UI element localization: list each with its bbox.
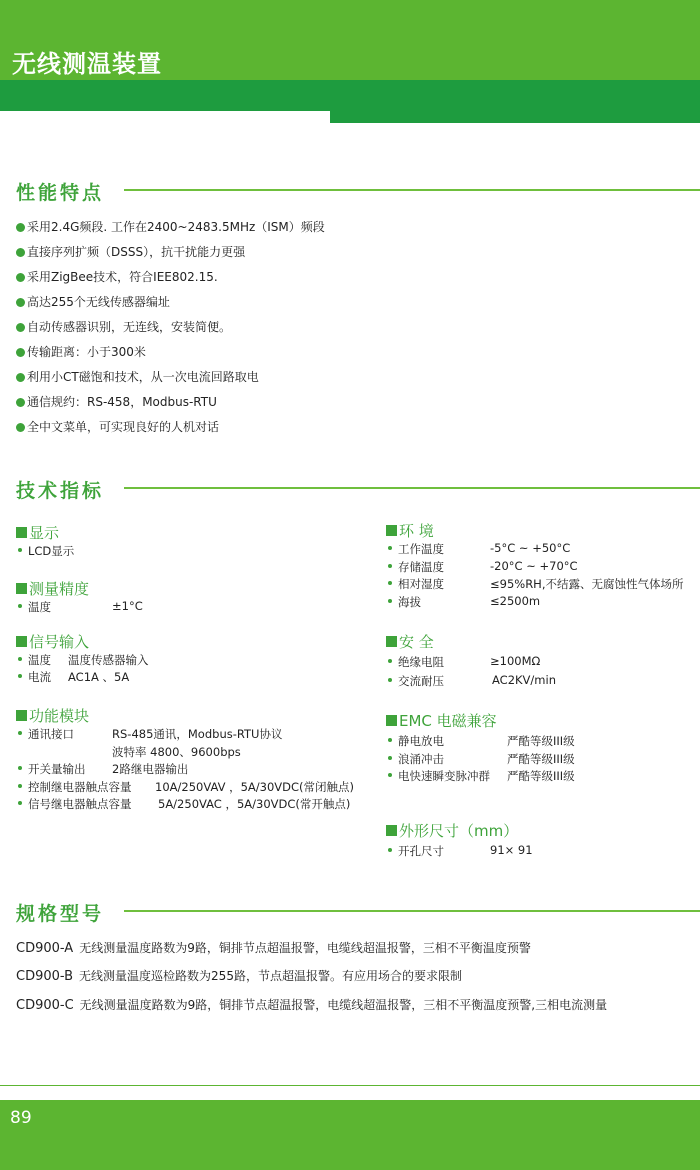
spec-value: 严酷等级III级 <box>507 769 575 783</box>
bullet-icon <box>16 423 25 432</box>
bullet-icon <box>16 223 25 232</box>
spec-value: 2路继电器输出 <box>112 762 189 776</box>
bullet-icon <box>388 546 392 550</box>
spec-value: 波特率 4800、9600bps <box>112 745 241 759</box>
bullet-icon <box>18 731 22 735</box>
spec-value: -5°C ~ +50°C <box>490 541 571 555</box>
bullet-icon <box>18 604 22 608</box>
spec-value: 91× 91 <box>490 843 533 857</box>
model-code: CD900-A <box>16 941 74 956</box>
spec-value: -20°C ~ +70°C <box>490 559 578 573</box>
bullet-icon <box>16 273 25 282</box>
square-bullet-icon <box>386 825 397 836</box>
feature-item: 高达255个无线传感器编址 <box>16 293 170 310</box>
bullet-icon <box>388 738 392 742</box>
bullet-icon <box>388 659 392 663</box>
bullet-icon <box>18 548 22 552</box>
spec-accuracy-title: 测量精度 <box>16 578 89 599</box>
bullet-icon <box>388 678 392 682</box>
spec-row: 海拔 <box>388 594 421 610</box>
features-heading: 性能特点 <box>16 182 105 204</box>
tech-divider <box>124 487 700 489</box>
model-row <box>16 996 607 1013</box>
spec-row: 相对湿度 <box>388 576 444 592</box>
spec-row: LCD显示 <box>18 543 74 559</box>
spec-value: AC1A 、5A <box>68 670 130 684</box>
square-bullet-icon <box>386 715 397 726</box>
tech-heading: 技术指标 <box>16 480 105 502</box>
spec-row: 电流 <box>18 669 51 685</box>
spec-row: 绝缘电阻 <box>388 654 444 670</box>
square-bullet-icon <box>16 710 27 721</box>
bullet-icon <box>16 348 25 357</box>
spec-value: ±1°C <box>112 599 143 613</box>
spec-environment-title: 环 境 <box>386 520 434 541</box>
spec-value: ≤95%RH,不结露、无腐蚀性气体场所 <box>490 577 684 591</box>
model-row <box>16 967 462 984</box>
model-desc: 无线测量温度路数为9路，铜排节点超温报警，电缆线超温报警，三相不平衡温度预警,三相电流测量 <box>79 998 608 1012</box>
spec-row: 浪涌冲击 <box>388 751 444 767</box>
bullet-icon <box>16 323 25 332</box>
feature-item: 利用小CT磁饱和技术，从一次电流回路取电 <box>16 368 259 385</box>
bullet-icon <box>16 298 25 307</box>
spec-row: 静电放电 <box>388 733 444 749</box>
bullet-icon <box>388 848 392 852</box>
features-divider <box>124 189 700 191</box>
spec-value: ≤2500m <box>490 594 541 608</box>
spec-value: AC2KV/min <box>492 673 556 687</box>
spec-value: 严酷等级III级 <box>507 734 575 748</box>
spec-row: 控制继电器触点容量 <box>18 779 132 795</box>
square-bullet-icon <box>386 636 397 647</box>
models-heading: 规格型号 <box>16 903 105 925</box>
spec-row: 开孔尺寸 <box>388 843 444 859</box>
spec-value: ≥100MΩ <box>490 654 541 668</box>
bullet-icon <box>18 766 22 770</box>
spec-display-title: 显示 <box>16 522 59 543</box>
spec-value: 温度传感器输入 <box>68 653 149 667</box>
spec-row: 通讯接口 <box>18 726 74 742</box>
bullet-icon <box>388 581 392 585</box>
spec-row: 温度 <box>18 599 51 615</box>
spec-signal-title: 信号输入 <box>16 631 89 652</box>
spec-function-title: 功能模块 <box>16 705 89 726</box>
square-bullet-icon <box>16 636 27 647</box>
bullet-icon <box>18 784 22 788</box>
feature-item: 采用2.4G频段. 工作在2400~2483.5MHz（ISM）频段 <box>16 218 325 235</box>
bullet-icon <box>16 398 25 407</box>
spec-value: RS-485通讯，Modbus-RTU协议 <box>112 727 283 741</box>
page-title: 无线测温装置 <box>12 50 162 78</box>
model-desc: 无线测量温度路数为9路，铜排节点超温报警，电缆线超温报警，三相不平衡温度预警 <box>79 941 531 955</box>
model-row <box>16 939 531 956</box>
models-divider <box>124 910 700 912</box>
feature-item: 直接序列扩频（DSSS），抗干扰能力更强 <box>16 243 245 260</box>
model-code: CD900-B <box>16 969 74 984</box>
spec-row: 存储温度 <box>388 559 444 575</box>
bullet-icon <box>16 248 25 257</box>
feature-item: 采用ZigBee技术，符合IEE802.15. <box>16 268 218 285</box>
square-bullet-icon <box>386 525 397 536</box>
bullet-icon <box>18 657 22 661</box>
bullet-icon <box>388 564 392 568</box>
spec-value: 10A/250VAV ，5A/30VDC(常闭触点) <box>155 780 355 794</box>
feature-item: 传输距离：小于300米 <box>16 343 146 360</box>
spec-row: 电快速瞬变脉冲群 <box>388 768 490 784</box>
bullet-icon <box>388 756 392 760</box>
footer-bar <box>0 1100 700 1170</box>
model-code: CD900-C <box>16 998 74 1013</box>
square-bullet-icon <box>16 527 27 538</box>
bullet-icon <box>18 674 22 678</box>
feature-item: 通信规约：RS-458，Modbus-RTU <box>16 393 217 410</box>
spec-dimension-title: 外形尺寸（mm） <box>386 820 518 841</box>
bullet-icon <box>16 373 25 382</box>
footer-divider <box>0 1085 700 1086</box>
spec-row: 工作温度 <box>388 541 444 557</box>
bullet-icon <box>388 599 392 603</box>
spec-row: 温度 <box>18 652 51 668</box>
spec-emc-title: EMC 电磁兼容 <box>386 710 497 731</box>
bullet-icon <box>388 773 392 777</box>
spec-row: 交流耐压 <box>388 673 444 689</box>
header-cutout <box>0 111 330 125</box>
spec-row: 开关量输出 <box>18 761 86 777</box>
square-bullet-icon <box>16 583 27 594</box>
page-number: 89 <box>10 1108 32 1128</box>
feature-item: 自动传感器识别，无连线，安装简便。 <box>16 318 231 335</box>
header-notch <box>316 111 330 125</box>
bullet-icon <box>18 801 22 805</box>
spec-row: 信号继电器触点容量 <box>18 796 132 812</box>
spec-value: 严酷等级III级 <box>507 752 575 766</box>
feature-item: 全中文菜单，可实现良好的人机对话 <box>16 418 219 435</box>
spec-safety-title: 安 全 <box>386 631 434 652</box>
spec-value: 5A/250VAC ，5A/30VDC(常开触点) <box>158 797 351 811</box>
model-desc: 无线测量温度巡检路数为255路，节点超温报警。有应用场合的要求限制 <box>79 969 462 983</box>
